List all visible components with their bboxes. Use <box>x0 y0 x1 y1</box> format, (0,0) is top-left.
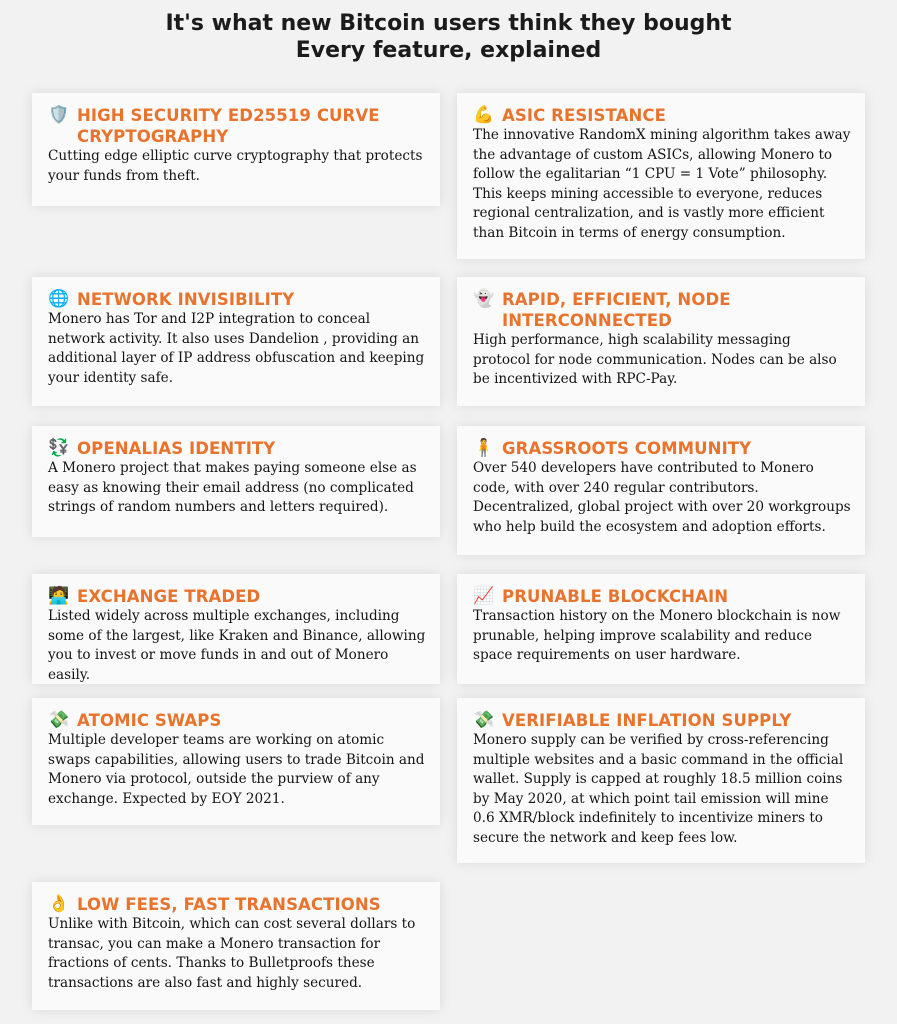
feature-card-prunable <box>457 574 865 684</box>
ok-hand-icon: 👌 <box>48 894 70 914</box>
chart-increasing-icon: 📈 <box>473 586 495 606</box>
feature-description: High performance, high scalability messaging protocol for node communication. Nodes can be also be incentivized with RPC-Pay. <box>473 332 837 387</box>
feature-card-openalias <box>32 426 440 537</box>
feature-card-low-fees <box>32 882 440 1010</box>
feature-title: NETWORK INVISIBILITY <box>77 290 295 309</box>
feature-description: Listed widely across multiple exchanges, including some of the largest, like Kraken and Binance, allowing you to invest or move funds in and out of Monero easily. <box>48 608 426 683</box>
feature-description: Cutting edge elliptic curve cryptography that protects your funds from theft. <box>48 148 423 184</box>
feature-title: RAPID, EFFICIENT, NODE INTERCONNECTED <box>502 290 731 330</box>
title-line-2: Every feature, explained <box>295 38 602 63</box>
feature-card-asic-resistance <box>457 93 865 259</box>
ghost-icon: 👻 <box>473 289 495 309</box>
feature-description: Over 540 developers have contributed to Monero code, with over 240 regular contributors. Decentralized, global project with over 20 workgroups who help build the ecosystem and adoption efforts. <box>473 460 851 535</box>
globe-icon: 🌐 <box>48 289 70 309</box>
feature-description: Monero has Tor and I2P integration to conceal network activity. It also uses Dandelion , providing an additional layer of IP address obfuscation and keeping your identity safe. <box>48 311 425 386</box>
feature-title: GRASSROOTS COMMUNITY <box>502 439 752 458</box>
feature-card-high-security <box>32 93 440 206</box>
page-title <box>0 10 897 64</box>
money-with-wings-icon: 💸 <box>473 710 495 730</box>
feature-description: Monero supply can be verified by cross-referencing multiple websites and a basic command in the official wallet. Supply is capped at roughly 18.5 million coins by May 2020, at which point tail emission will mine 0.6 XMR/block indefinitely to incentivize miners to secure the network and keep fees low. <box>473 732 844 846</box>
feature-description: The innovative RandomX mining algorithm takes away the advantage of custom ASICs, allowing Monero to follow the egalitarian “1 CPU = 1 Vote” philosophy. This keeps mining accessible to everyone, reduces regional centralization, and is vastly more efficient than Bitcoin in terms of energy consumption. <box>473 127 851 241</box>
feature-title: OPENALIAS IDENTITY <box>77 439 276 458</box>
feature-description: Unlike with Bitcoin, which can cost several dollars to transac, you can make a Monero transaction for fractions of cents. Thanks to Bulletproofs these transactions are also fast and highly secured. <box>48 916 416 991</box>
feature-card-exchange-traded <box>32 574 440 684</box>
currency-exchange-icon: 💱 <box>48 438 70 458</box>
money-with-wings-icon: 💸 <box>48 710 70 730</box>
feature-title: ATOMIC SWAPS <box>77 711 222 730</box>
title-line-1: It's what new Bitcoin users think they bought <box>165 11 732 36</box>
feature-card-atomic-swaps <box>32 698 440 825</box>
technologist-icon: 🧑‍💻 <box>48 586 70 606</box>
feature-card-grassroots <box>457 426 865 555</box>
feature-title: ASIC RESISTANCE <box>502 106 666 125</box>
feature-title: PRUNABLE BLOCKCHAIN <box>502 587 729 606</box>
feature-title: EXCHANGE TRADED <box>77 587 261 606</box>
feature-title: HIGH SECURITY ED25519 CURVE CRYPTOGRAPHY <box>77 106 380 146</box>
feature-title: LOW FEES, FAST TRANSACTIONS <box>77 895 381 914</box>
flexed-biceps-icon: 💪 <box>473 105 495 125</box>
person-standing-icon: 🧍 <box>473 438 495 458</box>
feature-description: A Monero project that makes paying someone else as easy as knowing their email address (no complicated strings of random numbers and letters required). <box>48 460 417 515</box>
feature-card-verifiable-supply <box>457 698 865 863</box>
feature-card-network-invisibility <box>32 277 440 406</box>
feature-description: Multiple developer teams are working on atomic swaps capabilities, allowing users to trade Bitcoin and Monero via protocol, outside the purview of any exchange. Expected by EOY 2021. <box>48 732 425 807</box>
feature-description: Transaction history on the Monero blockchain is now prunable, helping improve scalability and reduce space requirements on user hardware. <box>473 608 841 663</box>
feature-card-rapid-node <box>457 277 865 406</box>
shield-icon: 🛡️ <box>48 105 70 125</box>
feature-title: VERIFIABLE INFLATION SUPPLY <box>502 711 792 730</box>
